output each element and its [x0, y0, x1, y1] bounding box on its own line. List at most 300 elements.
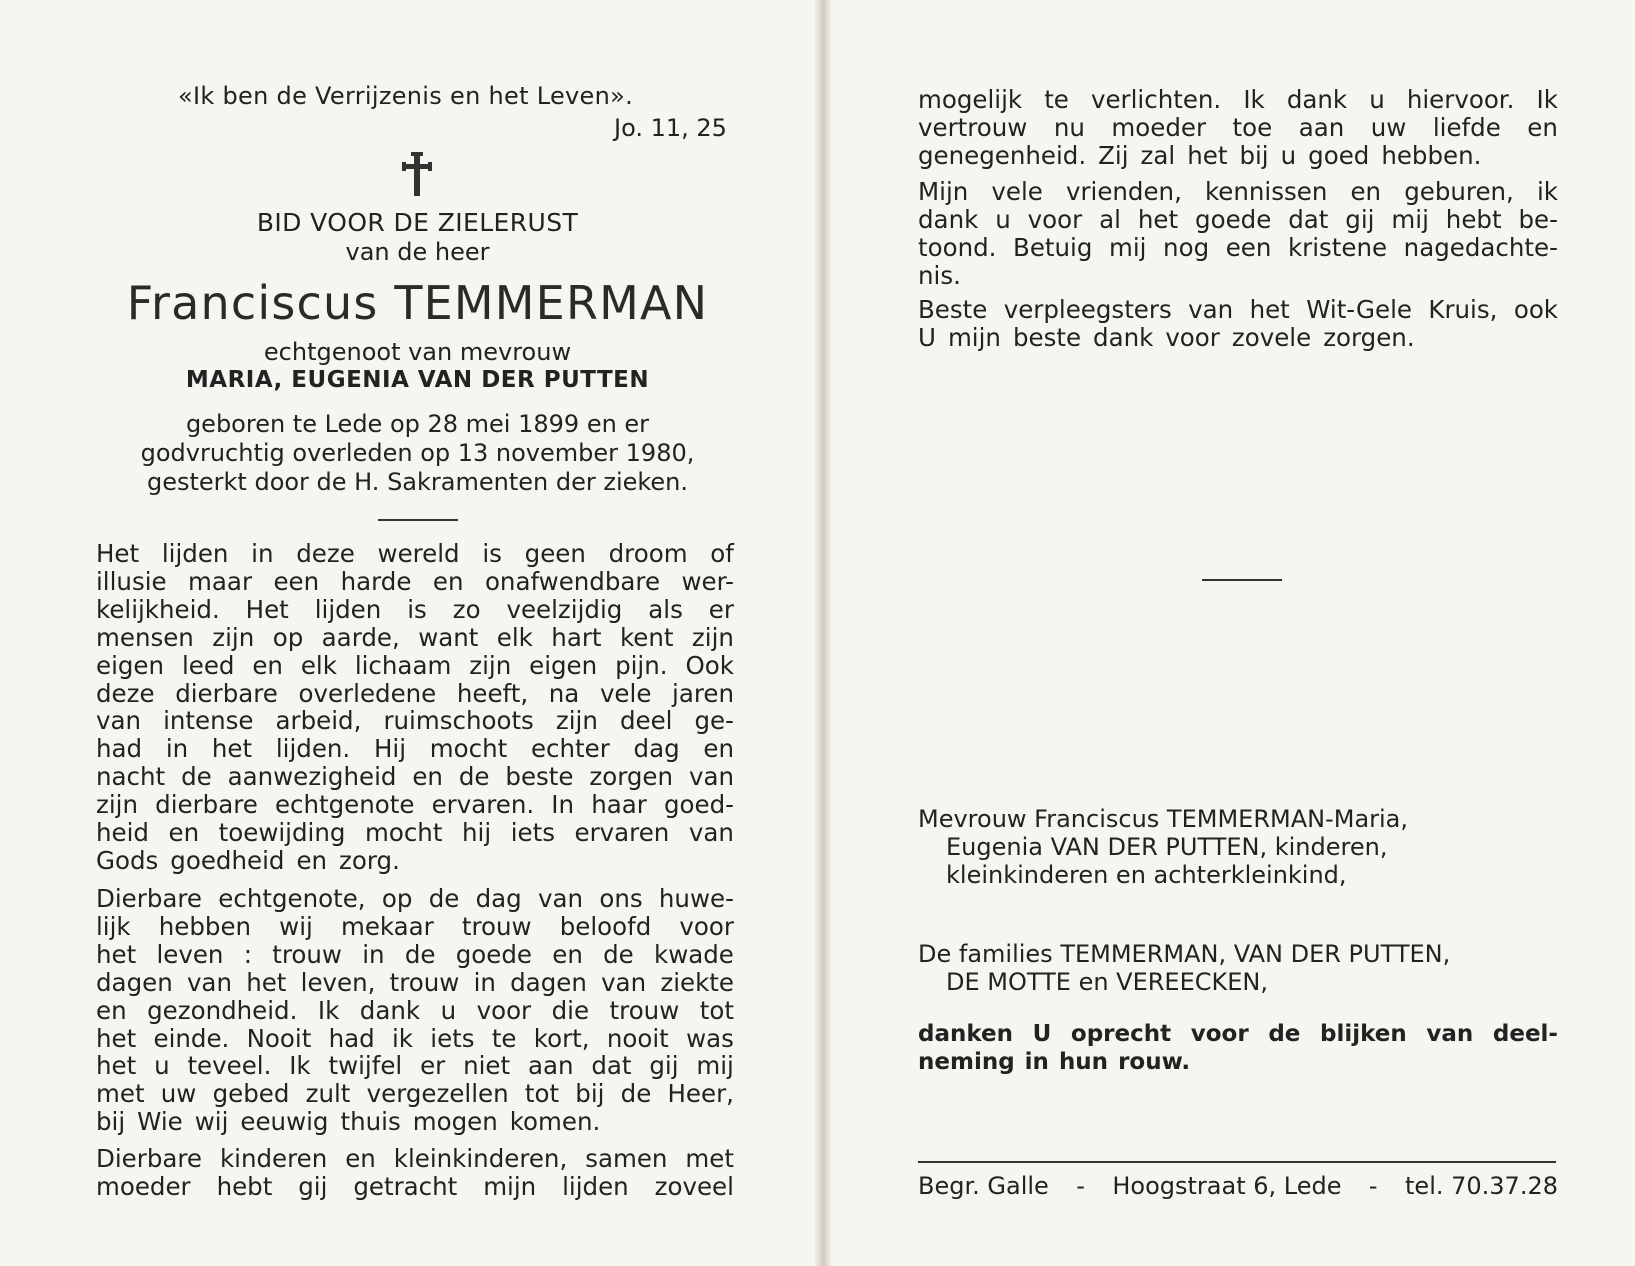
text-line: [918, 324, 1558, 352]
word: vele: [599, 678, 652, 708]
word: goede: [455, 939, 532, 969]
word: want: [418, 622, 479, 652]
word: u: [1280, 140, 1297, 170]
word: zovele: [1231, 322, 1312, 352]
word: Het: [245, 594, 289, 624]
paragraph-suffering: [96, 540, 734, 875]
word: dat: [1288, 204, 1329, 234]
text-line: [96, 819, 734, 847]
word: toewijding: [218, 818, 346, 848]
word: en: [703, 734, 734, 764]
word: heid: [96, 818, 149, 848]
word: het: [1187, 140, 1228, 170]
word: en: [168, 818, 200, 848]
word: :: [243, 939, 252, 969]
word: vertrouw: [918, 112, 1028, 142]
family-line: Eugenia VAN DER PUTTEN, kinderen,: [946, 833, 1388, 861]
word: er: [420, 1051, 446, 1081]
word: en: [252, 650, 283, 680]
word: met: [685, 1144, 734, 1173]
word: uw: [1370, 112, 1407, 142]
word: in: [362, 939, 385, 969]
word: het: [96, 1023, 137, 1053]
word: mocht: [429, 734, 508, 764]
word: op: [381, 884, 413, 913]
word: ruimschoots: [383, 706, 534, 736]
word: u: [995, 204, 1011, 234]
word: u: [1369, 85, 1385, 114]
word: gij: [298, 1171, 328, 1201]
word: te: [491, 1023, 517, 1053]
bible-quote: «Ik ben de Verrijzenis en het Leven».: [178, 82, 634, 110]
word: moeder: [96, 1171, 191, 1201]
word: pijn.: [615, 650, 668, 680]
word: beloofd: [559, 911, 652, 941]
text-line: [918, 86, 1558, 114]
word: de: [181, 762, 212, 792]
word: mocht: [364, 818, 443, 848]
word: het: [1137, 204, 1179, 234]
word: kelijkheid.: [96, 594, 220, 624]
word: Heer,: [667, 1079, 734, 1109]
word: wereld: [377, 539, 460, 568]
word: Mijn: [918, 177, 969, 206]
word: en: [432, 566, 464, 596]
word: tot: [524, 1079, 560, 1109]
word: bij: [1239, 140, 1269, 170]
word: tot: [699, 995, 734, 1025]
word: verlichten.: [1090, 85, 1222, 114]
word: kort,: [533, 1023, 590, 1053]
word: beste: [505, 762, 574, 792]
word: getracht: [353, 1171, 458, 1201]
word: dierbare: [155, 790, 258, 820]
text-line: [96, 885, 734, 913]
word: mij: [1391, 204, 1429, 234]
word: geen: [524, 539, 586, 568]
word: verpleegsters: [1003, 295, 1172, 324]
word: van: [538, 884, 584, 913]
word: en: [412, 762, 443, 792]
word: zoveel: [654, 1171, 734, 1201]
divider: [1202, 579, 1282, 581]
text-line: [96, 1080, 734, 1108]
word: op: [272, 622, 304, 652]
word: overledene: [298, 678, 437, 708]
word: trouw: [461, 911, 532, 941]
word: U: [918, 322, 936, 352]
word: teveel.: [187, 1051, 272, 1081]
word: en: [1527, 112, 1558, 142]
word: zijn: [555, 706, 598, 736]
cross-icon: [402, 152, 432, 198]
word: van: [688, 762, 734, 792]
word: van: [1426, 1021, 1474, 1047]
word: elk: [300, 650, 337, 680]
word: na: [548, 678, 580, 708]
word: kent: [619, 622, 674, 652]
word: als: [648, 594, 683, 624]
word: lijden.: [275, 734, 351, 764]
word: en: [345, 1144, 376, 1173]
word: zo: [452, 594, 481, 624]
word: Dierbare: [96, 1144, 202, 1173]
text-line: [918, 178, 1558, 206]
word: Wit-Gele: [1306, 295, 1412, 324]
word: er: [708, 594, 734, 624]
word: ziekte: [660, 967, 734, 997]
word: trouw: [389, 967, 460, 997]
word: dag: [633, 734, 680, 764]
word: dag: [475, 884, 522, 913]
word: en: [1350, 177, 1382, 206]
word: of: [710, 539, 734, 568]
word: moeder: [1111, 112, 1207, 142]
word: toe: [1232, 112, 1273, 142]
word: liefde: [1432, 112, 1501, 142]
pray-heading: BID VOOR DE ZIELERUST: [256, 208, 579, 237]
word: genegenheid.: [918, 140, 1087, 170]
word: hebt: [1445, 204, 1502, 234]
word: hun: [1058, 1049, 1109, 1075]
word: intense: [163, 706, 254, 736]
printer-name: Begr. Galle: [918, 1172, 1049, 1200]
word: wer-: [681, 566, 734, 596]
word: be-: [1518, 204, 1558, 234]
word: is: [407, 594, 427, 624]
word: goed: [1308, 140, 1370, 170]
word: aarde,: [321, 622, 400, 652]
deceased-name: Franciscus TEMMERMAN: [126, 276, 709, 330]
text-line: [96, 1145, 734, 1173]
word: In: [551, 790, 575, 820]
word: uw: [160, 1079, 197, 1109]
word: Nooit: [246, 1023, 312, 1053]
word: zorg.: [339, 845, 400, 875]
text-line: [96, 1108, 734, 1136]
word: samen: [585, 1144, 668, 1173]
word: voor: [1190, 1021, 1249, 1047]
word: lichaam: [354, 650, 452, 680]
word: blijken: [1320, 1021, 1407, 1047]
word: ik: [1536, 177, 1558, 206]
word: dank: [1093, 322, 1154, 352]
word: en: [96, 995, 127, 1025]
paragraph-children-cont: [918, 86, 1558, 170]
word: zijn: [469, 650, 512, 680]
word: onafwendbare: [484, 566, 661, 596]
word: einde.: [153, 1023, 230, 1053]
word: voor: [1027, 204, 1083, 234]
word: bij: [96, 1107, 126, 1137]
text-line: [96, 707, 734, 735]
word: aan: [527, 1051, 574, 1081]
word: oprecht: [1070, 1021, 1172, 1047]
word: hebt: [216, 1171, 273, 1201]
word: ge-: [694, 706, 734, 736]
word: mijn: [483, 1171, 537, 1201]
word: een: [1225, 232, 1272, 262]
word: Wie: [137, 1107, 183, 1137]
word: maar: [188, 566, 253, 596]
word: de: [404, 939, 436, 969]
word: nog: [1163, 232, 1210, 262]
word: de: [428, 884, 460, 913]
word: komen.: [509, 1107, 601, 1137]
paragraph-spouse: [96, 885, 734, 1136]
text-line: [96, 913, 734, 941]
word: het: [211, 734, 253, 764]
word: zorgen: [589, 762, 674, 792]
word: eeuwig: [240, 1107, 329, 1137]
word: toond.: [918, 232, 997, 262]
word: het: [96, 939, 137, 969]
word: zijn: [691, 622, 734, 652]
word: U: [1032, 1021, 1052, 1047]
word: gebed: [212, 1079, 290, 1109]
word: voor: [1165, 322, 1220, 352]
text-line: [918, 1020, 1558, 1048]
word: kristene: [1287, 232, 1388, 262]
family-widow: [918, 805, 1408, 889]
separator: -: [1368, 1172, 1378, 1200]
word: in: [251, 539, 274, 568]
word: nooit: [606, 1023, 669, 1053]
word: gij: [649, 1051, 679, 1081]
family-line: DE MOTTE en VEREECKEN,: [946, 968, 1268, 996]
word: aanwezigheid: [227, 762, 397, 792]
word: mij: [696, 1051, 734, 1081]
footer-rule: [918, 1161, 1556, 1163]
word: de: [1268, 1021, 1301, 1047]
text-line: [96, 568, 734, 596]
word: jaren: [672, 678, 734, 708]
word: van: [1188, 295, 1234, 324]
separator: -: [1076, 1172, 1085, 1200]
left-page: [0, 0, 815, 1266]
word: wij: [279, 911, 313, 941]
word: echtgenote: [274, 790, 415, 820]
word: zorgen.: [1323, 322, 1415, 352]
word: het: [1249, 295, 1290, 324]
word: Ik: [1536, 85, 1558, 114]
text-line: [96, 540, 734, 568]
word: goede: [1195, 204, 1272, 234]
word: echtgenote,: [218, 884, 366, 913]
word: iets: [430, 1023, 475, 1053]
word: had: [328, 1023, 375, 1053]
word: lijden: [562, 1171, 629, 1201]
word: arbeid,: [275, 706, 362, 736]
word: van: [688, 818, 734, 848]
divider: [378, 519, 458, 521]
text-line: [96, 1173, 734, 1201]
word: Ik: [317, 995, 340, 1025]
text-line: [96, 652, 734, 680]
text-line: [918, 262, 1558, 290]
word: ervaren.: [431, 790, 535, 820]
word: iets: [510, 818, 555, 848]
word: u: [154, 1051, 170, 1081]
biography: [0, 410, 835, 497]
word: nis.: [918, 260, 961, 290]
word: zijn: [212, 622, 255, 652]
word: vele: [991, 177, 1043, 206]
word: in: [1024, 1049, 1049, 1075]
word: deel: [619, 706, 673, 736]
word: gij: [1345, 204, 1375, 234]
text-line: [96, 941, 734, 969]
word: eigen: [529, 650, 598, 680]
word: Zij: [1098, 140, 1129, 170]
word: mij: [1108, 232, 1147, 262]
word: trouw: [272, 939, 342, 969]
word: geburen,: [1404, 177, 1514, 206]
word: u: [440, 995, 457, 1025]
word: eigen: [96, 650, 165, 680]
word: dierbare: [175, 678, 278, 708]
family-line: De families TEMMERMAN, VAN DER PUTTEN,: [918, 940, 1451, 968]
word: van: [186, 967, 232, 997]
word: Gods: [96, 845, 159, 875]
word: ons: [599, 884, 643, 913]
word: Dierbare: [96, 884, 202, 913]
text-line: [96, 735, 734, 763]
word: dagen: [510, 967, 587, 997]
pray-subheading: van de heer: [345, 238, 490, 266]
word: echter: [530, 734, 610, 764]
word: de: [603, 939, 634, 969]
word: goed-: [663, 790, 734, 820]
word: vergezellen: [366, 1079, 509, 1109]
word: nagedachte-: [1403, 232, 1558, 262]
word: wij: [194, 1107, 229, 1137]
word: deel-: [1492, 1021, 1558, 1047]
word: kinderen: [219, 1144, 328, 1173]
word: elk: [496, 622, 533, 652]
word: deze: [96, 678, 155, 708]
bio-line: gesterkt door de H. Sakramenten der zieken.: [146, 468, 689, 496]
word: ik: [392, 1023, 413, 1053]
word: is: [482, 539, 502, 568]
word: die: [551, 995, 590, 1025]
word: dagen: [96, 967, 173, 997]
word: gezondheid.: [147, 995, 298, 1025]
word: hij: [462, 818, 492, 848]
word: mekaar: [340, 911, 434, 941]
paragraph-nurses: [918, 296, 1558, 352]
word: mogelijk: [918, 85, 1023, 114]
word: twijfel: [328, 1051, 403, 1081]
word: en: [296, 845, 328, 875]
text-line: [96, 596, 734, 624]
text-line: [918, 114, 1558, 142]
word: Kruis,: [1428, 295, 1498, 324]
word: nacht: [96, 762, 166, 792]
text-line: [918, 234, 1558, 262]
text-line: [96, 763, 734, 791]
word: trouw: [609, 995, 680, 1025]
word: leven,: [300, 967, 376, 997]
text-line: [918, 206, 1558, 234]
word: de: [620, 1079, 652, 1109]
word: mensen: [96, 622, 194, 652]
word: zijn: [96, 790, 139, 820]
word: een: [273, 566, 320, 596]
word: dat: [591, 1051, 632, 1081]
word: van: [96, 706, 142, 736]
text-line: [918, 296, 1558, 324]
word: lijden: [314, 594, 382, 624]
word: Ook: [685, 650, 734, 680]
word: het: [246, 967, 287, 997]
word: heeft,: [456, 678, 529, 708]
word: Hij: [373, 734, 407, 764]
word: dank: [918, 204, 979, 234]
word: hiervoor.: [1406, 85, 1515, 114]
word: met: [96, 1079, 145, 1109]
word: illusie: [96, 566, 167, 596]
word: aan: [1298, 112, 1345, 142]
word: Het: [96, 539, 140, 568]
word: nu: [1053, 112, 1085, 142]
spouse-intro: echtgenoot van mevrouw: [263, 338, 572, 366]
word: had: [96, 734, 143, 764]
word: vrienden,: [1065, 177, 1182, 206]
printer-address: Hoogstraat 6, Lede: [1112, 1172, 1342, 1200]
text-line: [918, 1048, 1558, 1076]
word: hebben: [158, 911, 252, 941]
text-line: [96, 1025, 734, 1053]
word: het: [96, 1051, 137, 1081]
text-line: [96, 791, 734, 819]
word: goedheid: [170, 845, 285, 875]
word: danken: [918, 1021, 1014, 1047]
word: haar: [591, 790, 647, 820]
word: te: [1044, 85, 1069, 114]
text-line: [96, 1052, 734, 1080]
word: huwe-: [658, 884, 734, 913]
word: kwade: [654, 939, 734, 969]
word: in: [165, 734, 189, 764]
word: harde: [340, 566, 412, 596]
word: niet: [463, 1051, 511, 1081]
word: Ik: [1243, 85, 1265, 114]
word: dank: [359, 995, 421, 1025]
word: neming: [918, 1049, 1015, 1075]
word: was: [686, 1023, 734, 1053]
word: voor: [476, 995, 532, 1025]
word: Betuig: [1013, 232, 1093, 262]
card-fold: [815, 0, 831, 1266]
bible-reference: Jo. 11, 25: [614, 114, 727, 142]
word: kennissen: [1204, 177, 1328, 206]
text-line: [96, 997, 734, 1025]
word: kleinkinderen,: [393, 1144, 568, 1173]
word: deze: [296, 539, 355, 568]
word: rouw.: [1118, 1049, 1191, 1075]
text-line: [96, 680, 734, 708]
word: van: [601, 967, 647, 997]
word: in: [473, 967, 496, 997]
word: thuis: [340, 1107, 401, 1137]
word: ervaren: [574, 818, 670, 848]
word: leven: [156, 939, 224, 969]
word: en: [552, 939, 583, 969]
word: lijden: [161, 539, 229, 568]
family-line: kleinkinderen en achterkleinkind,: [946, 861, 1347, 889]
word: zult: [305, 1079, 351, 1109]
